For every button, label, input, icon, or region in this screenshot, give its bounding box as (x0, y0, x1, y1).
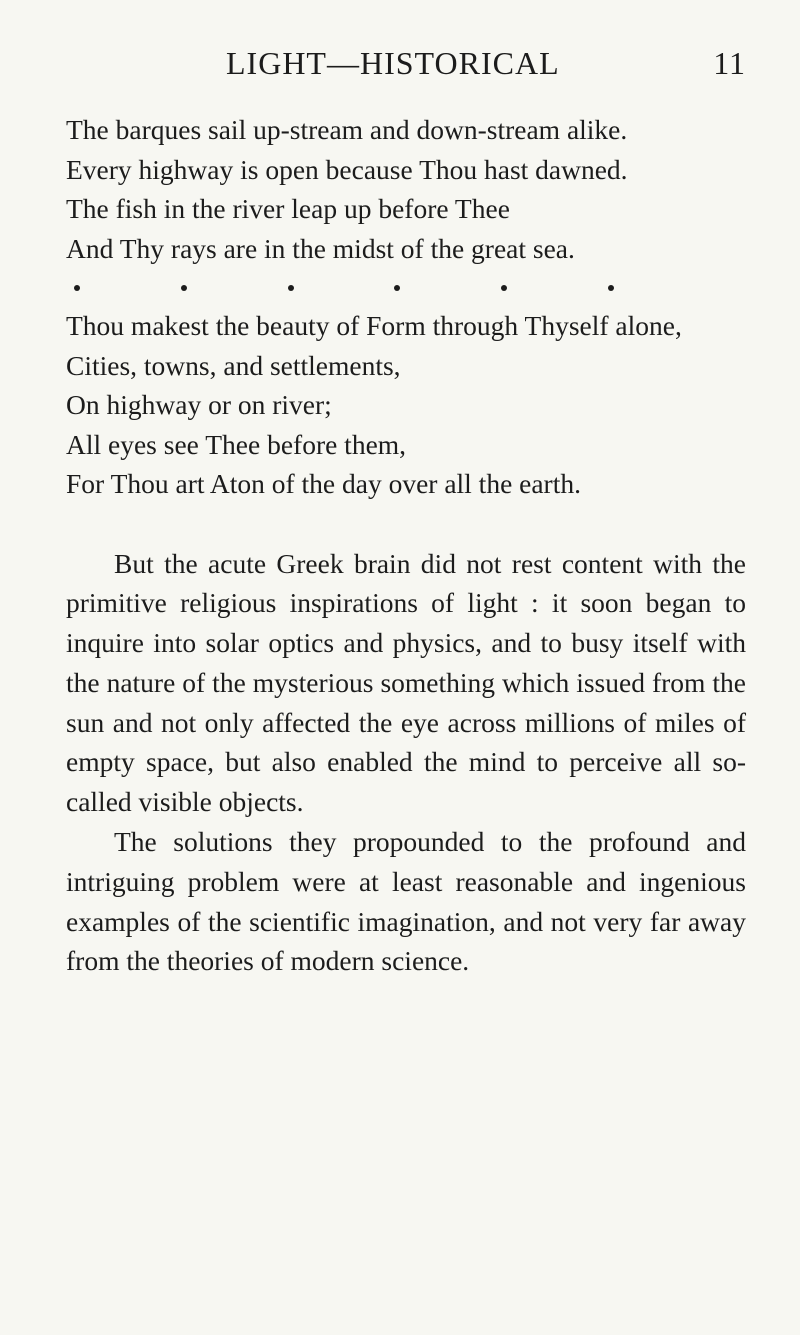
paragraph: The solutions they propounded to the profound and intriguing problem were at least reasonable and ingenious examples of the scientific imagination, and not very far away from the theories of modern science. (66, 826, 746, 977)
poem-line: Thou makest the beauty of Form through Thyself alone, (66, 310, 682, 341)
ellipsis-dot (288, 285, 294, 291)
poem-line: The fish in the river leap up before Thee (66, 193, 510, 224)
poem-line: The barques sail up-stream and down-stream alike. (66, 114, 628, 145)
ellipsis-dot (501, 285, 507, 291)
ellipsis-dot (394, 285, 400, 291)
poem-line: On highway or on river; (66, 389, 332, 420)
poem-line: All eyes see Thee before them, (66, 428, 407, 460)
poem-line: And Thy rays are in the midst of the great sea. (66, 232, 575, 264)
ellipsis-dot (181, 285, 187, 291)
running-title: LIGHT—HISTORICAL (226, 45, 560, 81)
prose-block (66, 544, 746, 982)
paragraph: But the acute Greek brain did not rest content with the primitive religious inspirations of light : it soon began to inquire into solar optics and physics, and to busy itself with the nature of the mysterious something which issued from the sun and not only affected the eye across millions of miles of empty space, but also enabled the mind to perceive all so-called visible objects. (66, 547, 746, 818)
running-head (66, 38, 746, 88)
poem-line: Cities, towns, and settlements, (66, 349, 401, 381)
ellipsis-dot (608, 285, 614, 291)
page-number: 11 (713, 45, 746, 81)
poem-block (66, 110, 746, 504)
book-page (66, 38, 746, 981)
ellipsis-dot (74, 285, 80, 291)
poem-line: Every highway is open because Thou hast dawned. (66, 153, 628, 185)
poem-line: For Thou art Aton of the day over all the earth. (66, 468, 581, 499)
ellipsis-separator (66, 270, 614, 306)
